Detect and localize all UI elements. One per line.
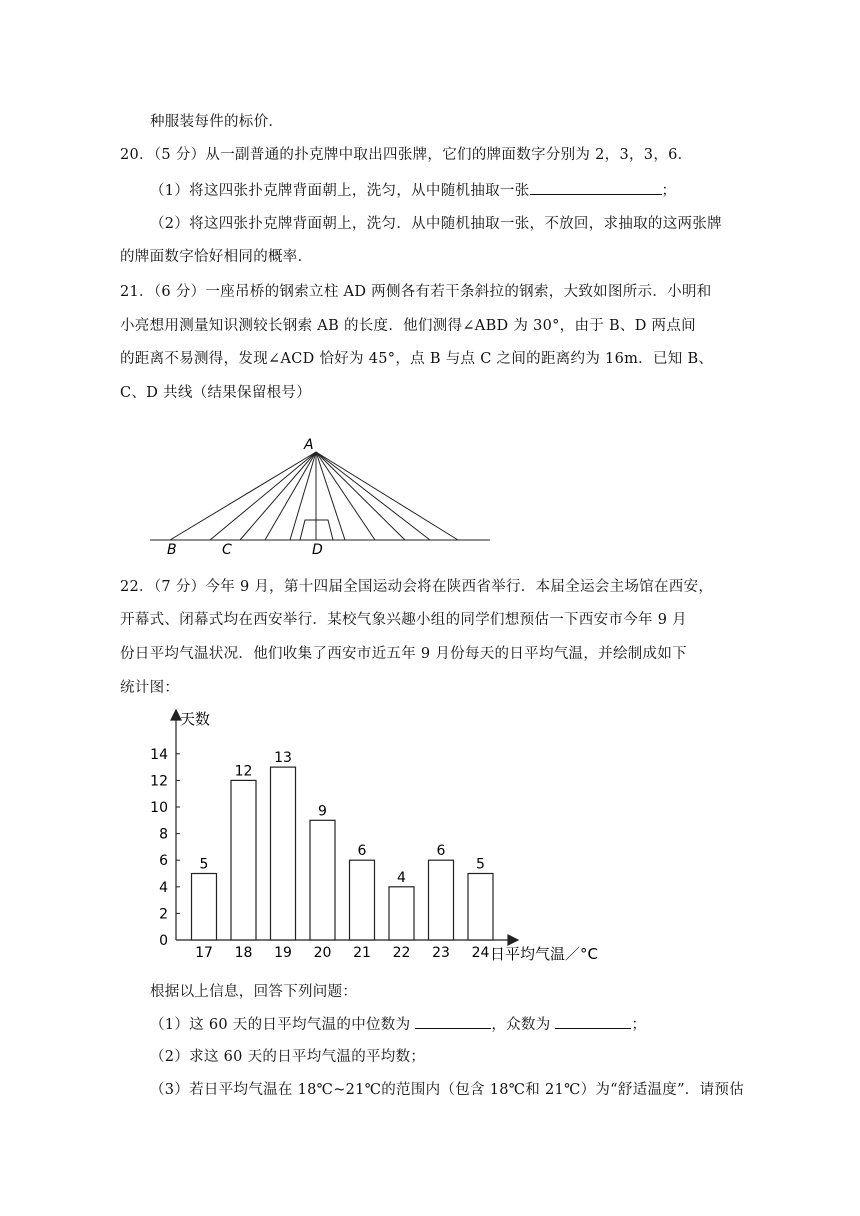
punctuation: ； (661, 183, 677, 199)
bar-value-label: 6 (357, 843, 367, 860)
answer-blank[interactable] (530, 180, 662, 195)
y-axis-label: 天数 (180, 710, 211, 728)
temperature-bar-chart (140, 700, 620, 970)
question-20-part1 (150, 180, 676, 201)
bar (310, 820, 335, 940)
question-21-line2: 小亮想用测量知识测较长钢索 AB 的长度．他们测得∠ABD 为 30°，由于 B、D 两点间 (120, 318, 696, 334)
y-tick-label: 10 (150, 800, 168, 816)
x-axis-arrow-icon (508, 935, 518, 945)
y-tick-label: 4 (159, 879, 168, 896)
text-line: 种服装每件的标价． (150, 114, 284, 130)
bar (271, 767, 296, 940)
bar-value-label: 13 (274, 750, 292, 767)
cable-ac (240, 452, 316, 540)
x-axis-label: 日平均气温／°C (490, 945, 598, 963)
y-tick-label: 6 (159, 853, 168, 870)
bar-value-label: 6 (436, 843, 446, 860)
question-20-part2: （2）将这四张扑克牌背面朝上，洗匀．从中随机抽取一张，不放回，求抽取的这两张牌 (150, 216, 722, 232)
x-tick-label: 24 (471, 945, 490, 961)
x-tick-label: 21 (353, 945, 371, 961)
question-21-line1: 21．（6 分）一座吊桥的钢索立柱 AD 两侧各有若干条斜拉的钢索，大致如图所示．小明和 (120, 284, 712, 300)
question-21-line3: 的距离不易测得，发现∠ACD 恰好为 45°，点 B 与点 C 之间的距离约为 16m．已知 B、 (120, 351, 714, 367)
punctuation: ； (631, 1017, 647, 1033)
label-d: D (312, 542, 323, 558)
bar-value-label: 9 (318, 803, 327, 820)
question-22-line1: 22．（7 分）今年 9 月，第十四届全国运动会将在陕西省举行．本届全运会主场馆在西安， (120, 579, 714, 595)
cable (316, 452, 345, 540)
x-tick-label: 19 (274, 945, 292, 961)
question-20-part1-text: （1）将这四张扑克牌背面朝上，洗匀，从中随机抽取一张 (150, 183, 530, 199)
x-tick-label: 23 (432, 945, 450, 961)
label-c: C (222, 542, 232, 558)
question-22-part2: （2）求这 60 天的日平均气温的平均数； (150, 1049, 426, 1065)
median-answer-blank[interactable] (415, 1014, 491, 1029)
bridge-figure (140, 430, 500, 560)
question-22-line3: 份日平均气温状况．他们收集了西安市近五年 9 月份每天的日平均气温，并绘制成如下 (120, 646, 687, 662)
bar-value-label: 12 (234, 763, 253, 780)
y-tick-label: 2 (159, 906, 168, 923)
question-22-part3: （3）若日平均气温在 18℃~21℃的范围内（包含 18℃和 21℃）为“舒适温度”．请预估 (150, 1082, 745, 1098)
bar-value-label: 5 (199, 856, 209, 873)
bar (389, 887, 414, 940)
cable (265, 452, 316, 540)
question-22-info: 根据以上信息，回答下列问题： (150, 984, 358, 1000)
question-22-part1 (150, 1014, 646, 1035)
y-tick-label: 14 (150, 746, 168, 763)
label-b: B (167, 542, 177, 558)
x-tick-label: 20 (313, 945, 332, 961)
bar (350, 860, 375, 940)
bar (231, 780, 256, 940)
x-tick-label: 17 (195, 945, 213, 961)
mode-answer-blank[interactable] (555, 1014, 631, 1029)
question-22-line2: 开幕式、闭幕式均在西安举行．某校气象兴趣小组的同学们想预估一下西安市今年 9 月 (120, 612, 687, 628)
question-22-part1-mid: ，众数为 (491, 1017, 551, 1033)
bar-value-label: 5 (476, 856, 485, 873)
y-tick-label: 0 (159, 933, 168, 949)
question-21-line4: C、D 共线（结果保留根号） (120, 385, 312, 401)
x-tick-label: 22 (392, 945, 411, 961)
question-20-part2-cont: 的牌面数字恰好相同的概率． (120, 249, 313, 265)
cable (316, 452, 458, 540)
bar (468, 874, 493, 941)
cable (210, 452, 316, 540)
y-tick-label: 12 (150, 773, 168, 790)
question-20-header: 20．（5 分）从一副普通的扑克牌中取出四张牌，它们的牌面数字分别为 2，3，3，6． (120, 147, 693, 163)
question-22-part1-text: （1）这 60 天的日平均气温的中位数为 (150, 1017, 411, 1033)
bar (192, 874, 217, 941)
y-tick-label: 8 (159, 826, 168, 843)
bar (429, 860, 454, 940)
label-a: A (304, 437, 314, 453)
cable (316, 452, 430, 540)
question-22-line4: 统计图： (120, 680, 180, 696)
cable (316, 452, 375, 540)
x-tick-label: 18 (234, 945, 253, 961)
bar-value-label: 4 (397, 869, 406, 886)
